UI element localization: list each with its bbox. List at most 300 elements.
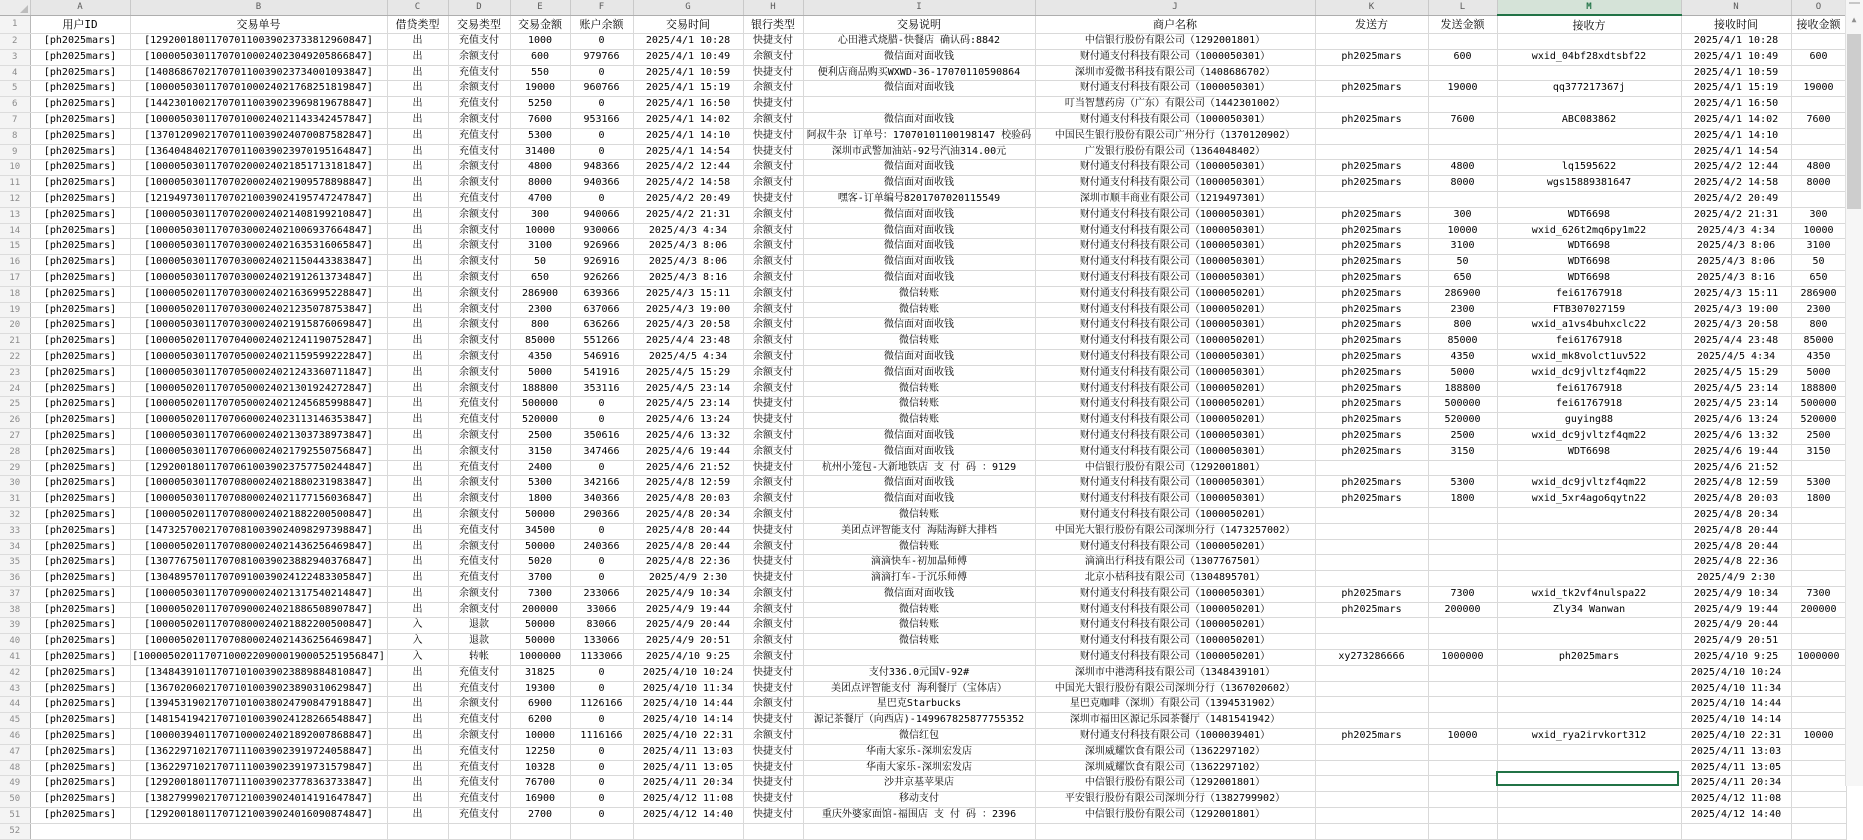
cell-L47[interactable] [1428,744,1497,760]
row-header-43[interactable]: 43 [0,681,30,697]
cell-D46[interactable]: 余额支付 [448,729,510,745]
cell-B1[interactable]: 交易单号 [130,15,387,34]
cell-K43[interactable] [1315,681,1428,697]
cell-A31[interactable]: [ph2025mars] [30,492,130,508]
cell-E50[interactable]: 16900 [510,792,570,808]
cell-M39[interactable] [1497,618,1681,634]
cell-L25[interactable]: 500000 [1428,397,1497,413]
cell-A44[interactable]: [ph2025mars] [30,697,130,713]
row-header-30[interactable]: 30 [0,476,30,492]
row-header-48[interactable]: 48 [0,760,30,776]
cell-H47[interactable]: 快捷支付 [743,744,803,760]
cell-C4[interactable]: 出 [387,65,448,81]
cell-A28[interactable]: [ph2025mars] [30,444,130,460]
cell-N11[interactable]: 2025/4/2 14:58 [1681,176,1791,192]
cell-F22[interactable]: 546916 [570,349,633,365]
cell-K11[interactable]: ph2025mars [1315,176,1428,192]
cell-O10[interactable]: 4800 [1791,160,1846,176]
cell-J41[interactable]: 财付通支付科技有限公司（1000050201） [1035,650,1315,666]
cell-B49[interactable]: [129200180117071110039023778363733847] [130,776,387,792]
cell-H22[interactable]: 余额支付 [743,349,803,365]
cell-F15[interactable]: 926966 [570,239,633,255]
cell-K51[interactable] [1315,808,1428,824]
cell-O8[interactable] [1791,128,1846,144]
column-header-A[interactable]: A [30,0,130,15]
cell-G33[interactable]: 2025/4/8 20:44 [633,523,743,539]
cell-J38[interactable]: 财付通支付科技有限公司（1000050201） [1035,602,1315,618]
cell-H39[interactable]: 余额支付 [743,618,803,634]
row-header-46[interactable]: 46 [0,729,30,745]
cell-M33[interactable] [1497,523,1681,539]
cell-J48[interactable]: 深圳威耀饮食有限公司（1362297102） [1035,760,1315,776]
cell-H25[interactable]: 快捷支付 [743,397,803,413]
row-header-34[interactable]: 34 [0,539,30,555]
cell-F26[interactable]: 0 [570,413,633,429]
cell-C32[interactable]: 出 [387,507,448,523]
cell-L20[interactable]: 800 [1428,318,1497,334]
cell-J40[interactable]: 财付通支付科技有限公司（1000050201） [1035,634,1315,650]
cell-B37[interactable]: [100005030117070900024021317540214847] [130,586,387,602]
cell-C44[interactable]: 出 [387,697,448,713]
cell-L8[interactable] [1428,128,1497,144]
cell-J2[interactable]: 中信银行股份有限公司（1292001801） [1035,34,1315,50]
cell-F20[interactable]: 636266 [570,318,633,334]
cell-N18[interactable]: 2025/4/3 15:11 [1681,286,1791,302]
cell-B22[interactable]: [100005030117070500024021159599222847] [130,349,387,365]
cell-N52[interactable] [1681,823,1791,839]
cell-C6[interactable]: 出 [387,97,448,113]
cell-E32[interactable]: 50000 [510,507,570,523]
cell-E14[interactable]: 10000 [510,223,570,239]
cell-L18[interactable]: 286900 [1428,286,1497,302]
cell-M38[interactable]: Zly34 Wanwan [1497,602,1681,618]
cell-I14[interactable]: 微信面对面收钱 [803,223,1035,239]
cell-K47[interactable] [1315,744,1428,760]
row-header-45[interactable]: 45 [0,713,30,729]
cell-O42[interactable] [1791,665,1846,681]
column-header-L[interactable]: L [1428,0,1497,15]
cell-A35[interactable]: [ph2025mars] [30,555,130,571]
cell-M28[interactable]: WDT6698 [1497,444,1681,460]
cell-J30[interactable]: 财付通支付科技有限公司（1000050301） [1035,476,1315,492]
cell-C33[interactable]: 出 [387,523,448,539]
cell-D28[interactable]: 余额支付 [448,444,510,460]
cell-J33[interactable]: 中国光大银行股份有限公司深圳分行（1473257002） [1035,523,1315,539]
cell-D14[interactable]: 余额支付 [448,223,510,239]
cell-N4[interactable]: 2025/4/1 10:59 [1681,65,1791,81]
row-header-19[interactable]: 19 [0,302,30,318]
cell-J49[interactable]: 中信银行股份有限公司（1292001801） [1035,776,1315,792]
cell-D44[interactable]: 余额支付 [448,697,510,713]
cell-D2[interactable]: 充值支付 [448,34,510,50]
cell-M4[interactable] [1497,65,1681,81]
cell-K41[interactable]: xy273286666 [1315,650,1428,666]
cell-L36[interactable] [1428,571,1497,587]
cell-A42[interactable]: [ph2025mars] [30,665,130,681]
cell-J43[interactable]: 中国光大银行股份有限公司深圳分行（1367020602） [1035,681,1315,697]
cell-A47[interactable]: [ph2025mars] [30,744,130,760]
cell-I33[interactable]: 美团点评智能支付 海陆海鲜大排档 [803,523,1035,539]
cell-D1[interactable]: 交易类型 [448,15,510,34]
cell-C1[interactable]: 借贷类型 [387,15,448,34]
cell-L39[interactable] [1428,618,1497,634]
cell-K29[interactable] [1315,460,1428,476]
cell-I47[interactable]: 华南大家乐-深圳宏发店 [803,744,1035,760]
cell-I37[interactable]: 微信面对面收钱 [803,586,1035,602]
cell-G43[interactable]: 2025/4/10 11:34 [633,681,743,697]
cell-H48[interactable]: 快捷支付 [743,760,803,776]
cell-F6[interactable]: 0 [570,97,633,113]
cell-O11[interactable]: 8000 [1791,176,1846,192]
cell-E49[interactable]: 76700 [510,776,570,792]
cell-M40[interactable] [1497,634,1681,650]
cell-B17[interactable]: [100005030117070300024021912613734847] [130,270,387,286]
cell-N3[interactable]: 2025/4/1 10:49 [1681,49,1791,65]
cell-L12[interactable] [1428,191,1497,207]
cell-D26[interactable]: 充值支付 [448,413,510,429]
cell-O39[interactable] [1791,618,1846,634]
cell-D24[interactable]: 余额支付 [448,381,510,397]
cell-O21[interactable]: 85000 [1791,334,1846,350]
cell-M10[interactable]: lq1595622 [1497,160,1681,176]
cell-C45[interactable]: 出 [387,713,448,729]
cell-J21[interactable]: 财付通支付科技有限公司（1000050201） [1035,334,1315,350]
cell-A48[interactable]: [ph2025mars] [30,760,130,776]
cell-C25[interactable]: 出 [387,397,448,413]
cell-I29[interactable]: 杭州小笼包-大新地铁店 支 付 码 ：9129 [803,460,1035,476]
cell-M11[interactable]: wgs15889381647 [1497,176,1681,192]
cell-B21[interactable]: [100005020117070400024021241190752847] [130,334,387,350]
cell-K6[interactable] [1315,97,1428,113]
cell-L27[interactable]: 2500 [1428,428,1497,444]
cell-L16[interactable]: 50 [1428,255,1497,271]
cell-H1[interactable]: 银行类型 [743,15,803,34]
cell-M26[interactable]: guying88 [1497,413,1681,429]
cell-B31[interactable]: [100005030117070800024021177156036847] [130,492,387,508]
cell-K27[interactable]: ph2025mars [1315,428,1428,444]
cell-B45[interactable]: [148154194217071010039024128266548847] [130,713,387,729]
cell-E17[interactable]: 650 [510,270,570,286]
cell-K34[interactable] [1315,539,1428,555]
cell-B12[interactable]: [121949730117070210039024195747247847] [130,191,387,207]
cell-G2[interactable]: 2025/4/1 10:28 [633,34,743,50]
cell-O46[interactable]: 10000 [1791,729,1846,745]
column-header-E[interactable]: E [510,0,570,15]
row-header-10[interactable]: 10 [0,160,30,176]
column-header-F[interactable]: F [570,0,633,15]
cell-L32[interactable] [1428,507,1497,523]
cell-O40[interactable] [1791,634,1846,650]
cell-G29[interactable]: 2025/4/6 21:52 [633,460,743,476]
row-header-22[interactable]: 22 [0,349,30,365]
cell-H52[interactable] [743,823,803,839]
cell-L4[interactable] [1428,65,1497,81]
cell-K18[interactable]: ph2025mars [1315,286,1428,302]
cell-F12[interactable]: 0 [570,191,633,207]
cell-L26[interactable]: 520000 [1428,413,1497,429]
row-header-44[interactable]: 44 [0,697,30,713]
cell-F4[interactable]: 0 [570,65,633,81]
cell-J51[interactable]: 中信银行股份有限公司（1292001801） [1035,808,1315,824]
cell-K10[interactable]: ph2025mars [1315,160,1428,176]
cell-M16[interactable]: WDT6698 [1497,255,1681,271]
cell-A51[interactable]: [ph2025mars] [30,808,130,824]
cell-F5[interactable]: 960766 [570,81,633,97]
cell-J12[interactable]: 深圳市顺丰商业有限公司（1219497301） [1035,191,1315,207]
cell-K33[interactable] [1315,523,1428,539]
cell-A38[interactable]: [ph2025mars] [30,602,130,618]
cell-K49[interactable] [1315,776,1428,792]
cell-D6[interactable]: 充值支付 [448,97,510,113]
cell-I36[interactable]: 滴滴打车-于沉乐师傅 [803,571,1035,587]
cell-C14[interactable]: 出 [387,223,448,239]
cell-C20[interactable]: 出 [387,318,448,334]
cell-K4[interactable] [1315,65,1428,81]
cell-D19[interactable]: 余额支付 [448,302,510,318]
cell-F42[interactable]: 0 [570,665,633,681]
cell-G35[interactable]: 2025/4/8 22:36 [633,555,743,571]
cell-A6[interactable]: [ph2025mars] [30,97,130,113]
cell-G31[interactable]: 2025/4/8 20:03 [633,492,743,508]
column-header-M[interactable]: M [1497,0,1681,15]
cell-H45[interactable]: 快捷支付 [743,713,803,729]
cell-L23[interactable]: 5000 [1428,365,1497,381]
cell-E25[interactable]: 500000 [510,397,570,413]
cell-L6[interactable] [1428,97,1497,113]
cell-N45[interactable]: 2025/4/10 14:14 [1681,713,1791,729]
cell-I27[interactable]: 微信面对面收钱 [803,428,1035,444]
cell-G49[interactable]: 2025/4/11 20:34 [633,776,743,792]
cell-H26[interactable]: 快捷支付 [743,413,803,429]
cell-F8[interactable]: 0 [570,128,633,144]
cell-I52[interactable] [803,823,1035,839]
cell-A30[interactable]: [ph2025mars] [30,476,130,492]
cell-E38[interactable]: 200000 [510,602,570,618]
cell-M25[interactable]: fei61767918 [1497,397,1681,413]
cell-O36[interactable] [1791,571,1846,587]
cell-N1[interactable]: 接收时间 [1681,15,1791,34]
column-header-D[interactable]: D [448,0,510,15]
cell-D30[interactable]: 余额支付 [448,476,510,492]
column-header-I[interactable]: I [803,0,1035,15]
cell-M12[interactable] [1497,191,1681,207]
cell-J28[interactable]: 财付通支付科技有限公司（1000050301） [1035,444,1315,460]
cell-L17[interactable]: 650 [1428,270,1497,286]
cell-I38[interactable]: 微信转账 [803,602,1035,618]
cell-H6[interactable]: 快捷支付 [743,97,803,113]
cell-G41[interactable]: 2025/4/10 9:25 [633,650,743,666]
cell-N16[interactable]: 2025/4/3 8:06 [1681,255,1791,271]
cell-C36[interactable]: 出 [387,571,448,587]
cell-M20[interactable]: wxid_a1vs4buhxclc22 [1497,318,1681,334]
cell-O20[interactable]: 800 [1791,318,1846,334]
cell-O30[interactable]: 5300 [1791,476,1846,492]
cell-J23[interactable]: 财付通支付科技有限公司（1000050301） [1035,365,1315,381]
cell-H16[interactable]: 余额支付 [743,255,803,271]
cell-F7[interactable]: 953166 [570,112,633,128]
cell-J3[interactable]: 财付通支付科技有限公司（1000050301） [1035,49,1315,65]
cell-C41[interactable]: 入 [387,650,448,666]
cell-D38[interactable]: 余额支付 [448,602,510,618]
cell-D16[interactable]: 余额支付 [448,255,510,271]
cell-N22[interactable]: 2025/4/5 4:34 [1681,349,1791,365]
cell-F52[interactable] [570,823,633,839]
cell-E27[interactable]: 2500 [510,428,570,444]
cell-F45[interactable]: 0 [570,713,633,729]
cell-L7[interactable]: 7600 [1428,112,1497,128]
cell-E45[interactable]: 6200 [510,713,570,729]
cell-G46[interactable]: 2025/4/10 22:31 [633,729,743,745]
cell-L43[interactable] [1428,681,1497,697]
cell-O27[interactable]: 2500 [1791,428,1846,444]
cell-L30[interactable]: 5300 [1428,476,1497,492]
cell-G27[interactable]: 2025/4/6 13:32 [633,428,743,444]
cell-D47[interactable]: 充值支付 [448,744,510,760]
cell-N7[interactable]: 2025/4/1 14:02 [1681,112,1791,128]
cell-L29[interactable] [1428,460,1497,476]
cell-C12[interactable]: 出 [387,191,448,207]
cell-H38[interactable]: 余额支付 [743,602,803,618]
cell-H23[interactable]: 余额支付 [743,365,803,381]
cell-F48[interactable]: 0 [570,760,633,776]
cell-N28[interactable]: 2025/4/6 19:44 [1681,444,1791,460]
row-header-16[interactable]: 16 [0,255,30,271]
row-header-52[interactable]: 52 [0,823,30,839]
cell-M24[interactable]: fei61767918 [1497,381,1681,397]
cell-N44[interactable]: 2025/4/10 14:44 [1681,697,1791,713]
cell-G18[interactable]: 2025/4/3 15:11 [633,286,743,302]
cell-D22[interactable]: 余额支付 [448,349,510,365]
cell-A1[interactable]: 用户ID [30,15,130,34]
cell-D7[interactable]: 余额支付 [448,112,510,128]
cell-L14[interactable]: 10000 [1428,223,1497,239]
select-all-button[interactable] [0,0,30,15]
cell-K12[interactable] [1315,191,1428,207]
cell-B26[interactable]: [100005020117070600024023113146353847] [130,413,387,429]
cell-G9[interactable]: 2025/4/1 14:54 [633,144,743,160]
cell-N12[interactable]: 2025/4/2 20:49 [1681,191,1791,207]
cell-A49[interactable]: [ph2025mars] [30,776,130,792]
cell-C35[interactable]: 出 [387,555,448,571]
cell-I26[interactable]: 微信转账 [803,413,1035,429]
cell-N24[interactable]: 2025/4/5 23:14 [1681,381,1791,397]
cell-A24[interactable]: [ph2025mars] [30,381,130,397]
cell-C39[interactable]: 入 [387,618,448,634]
cell-C2[interactable]: 出 [387,34,448,50]
cell-D39[interactable]: 退款 [448,618,510,634]
cell-M36[interactable] [1497,571,1681,587]
cell-B32[interactable]: [100005020117070800024021882200500847] [130,507,387,523]
cell-F50[interactable]: 0 [570,792,633,808]
cell-H3[interactable]: 余额支付 [743,49,803,65]
cell-B3[interactable]: [100005030117070100024023049205866847] [130,49,387,65]
cell-K39[interactable] [1315,618,1428,634]
cell-H42[interactable]: 快捷支付 [743,665,803,681]
cell-G14[interactable]: 2025/4/3 4:34 [633,223,743,239]
cell-I5[interactable]: 微信面对面收钱 [803,81,1035,97]
cell-F23[interactable]: 541916 [570,365,633,381]
cell-F18[interactable]: 639366 [570,286,633,302]
cell-H28[interactable]: 余额支付 [743,444,803,460]
cell-B11[interactable]: [100005030117070200024021909578898847] [130,176,387,192]
cell-I48[interactable]: 华南大家乐-深圳宏发店 [803,760,1035,776]
cell-C30[interactable]: 出 [387,476,448,492]
cell-O50[interactable] [1791,792,1846,808]
cell-D34[interactable]: 余额支付 [448,539,510,555]
cell-O47[interactable] [1791,744,1846,760]
cell-A43[interactable]: [ph2025mars] [30,681,130,697]
cell-D20[interactable]: 余额支付 [448,318,510,334]
row-header-1[interactable]: 1 [0,15,30,34]
cell-C43[interactable]: 出 [387,681,448,697]
cell-I15[interactable]: 微信面对面收钱 [803,239,1035,255]
cell-L22[interactable]: 4350 [1428,349,1497,365]
cell-H30[interactable]: 余额支付 [743,476,803,492]
cell-L19[interactable]: 2300 [1428,302,1497,318]
cell-G12[interactable]: 2025/4/2 20:49 [633,191,743,207]
cell-F19[interactable]: 637066 [570,302,633,318]
column-header-O[interactable]: O [1791,0,1846,15]
cell-I20[interactable]: 微信面对面收钱 [803,318,1035,334]
cell-C47[interactable]: 出 [387,744,448,760]
row-header-14[interactable]: 14 [0,223,30,239]
cell-A14[interactable]: [ph2025mars] [30,223,130,239]
cell-D27[interactable]: 余额支付 [448,428,510,444]
row-header-40[interactable]: 40 [0,634,30,650]
cell-N15[interactable]: 2025/4/3 8:06 [1681,239,1791,255]
cell-D52[interactable] [448,823,510,839]
cell-G32[interactable]: 2025/4/8 20:34 [633,507,743,523]
cell-G28[interactable]: 2025/4/6 19:44 [633,444,743,460]
cell-O31[interactable]: 1800 [1791,492,1846,508]
cell-J5[interactable]: 财付通支付科技有限公司（1000050301） [1035,81,1315,97]
cell-G42[interactable]: 2025/4/10 10:24 [633,665,743,681]
cell-K44[interactable] [1315,697,1428,713]
row-header-9[interactable]: 9 [0,144,30,160]
cell-N32[interactable]: 2025/4/8 20:34 [1681,507,1791,523]
cell-I22[interactable]: 微信面对面收钱 [803,349,1035,365]
cell-J22[interactable]: 财付通支付科技有限公司（1000050301） [1035,349,1315,365]
cell-N17[interactable]: 2025/4/3 8:16 [1681,270,1791,286]
cell-I44[interactable]: 星巴克Starbucks [803,697,1035,713]
cell-K35[interactable] [1315,555,1428,571]
cell-H14[interactable]: 余额支付 [743,223,803,239]
cell-I4[interactable]: 便利店商品购买WXWD-36-17070110590864 [803,65,1035,81]
cell-B34[interactable]: [100005020117070800024021436256469847] [130,539,387,555]
cell-L42[interactable] [1428,665,1497,681]
cell-B36[interactable]: [130489570117070910039024122483305847] [130,571,387,587]
cell-C10[interactable]: 出 [387,160,448,176]
cell-N5[interactable]: 2025/4/1 15:19 [1681,81,1791,97]
cell-C24[interactable]: 出 [387,381,448,397]
cell-A26[interactable]: [ph2025mars] [30,413,130,429]
cell-H49[interactable]: 快捷支付 [743,776,803,792]
cell-A25[interactable]: [ph2025mars] [30,397,130,413]
cell-F11[interactable]: 940366 [570,176,633,192]
row-header-35[interactable]: 35 [0,555,30,571]
cell-M2[interactable] [1497,34,1681,50]
cell-J8[interactable]: 中国民生银行股份有限公司广州分行（1370120902） [1035,128,1315,144]
cell-A32[interactable]: [ph2025mars] [30,507,130,523]
cell-I12[interactable]: 嘿客-订单编号8201707020115549 [803,191,1035,207]
row-header-47[interactable]: 47 [0,744,30,760]
cell-G19[interactable]: 2025/4/3 19:00 [633,302,743,318]
cell-J7[interactable]: 财付通支付科技有限公司（1000050301） [1035,112,1315,128]
cell-J42[interactable]: 深圳市中港湾科技有限公司（1348439101） [1035,665,1315,681]
cell-M22[interactable]: wxid_mk8volct1uv522 [1497,349,1681,365]
cell-F32[interactable]: 290366 [570,507,633,523]
cell-J24[interactable]: 财付通支付科技有限公司（1000050201） [1035,381,1315,397]
